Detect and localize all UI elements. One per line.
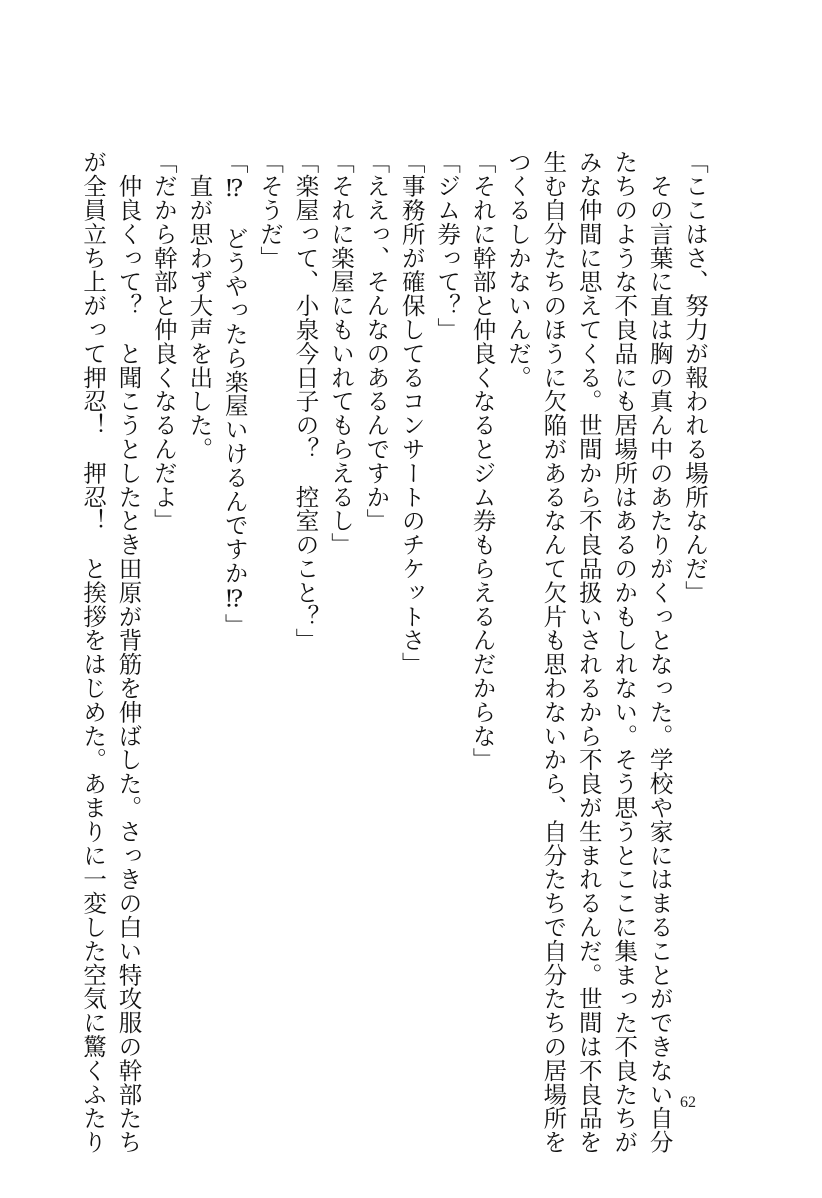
text-line-8: 「ジム券って？」 (433, 150, 462, 342)
text-line-11: 「それに楽屋にもいれてもらえるし」 (326, 150, 355, 557)
text-line-15: 直が思わず大声を出した。 (185, 150, 214, 461)
text-line-9: 「事務所が確保してるコンサートのチケットさ」 (397, 150, 426, 676)
text-line-16: 「だから幹部と仲良くなるんだよ」 (149, 150, 178, 533)
text-line-4: みな仲間に思えてくる。世間から不良品扱いされるから不良が生まれるんだ。世間は不良品を (574, 150, 603, 1154)
text-line-7: 「それに幹部と仲良くなるとジム券もらえるんだからな」 (468, 150, 497, 772)
text-line-6: つくるしかないんだ。 (503, 150, 532, 389)
text-line-1: 「ここはさ、努力が報われる場所なんだ」 (681, 150, 709, 605)
text-line-5: 生む自分たちのほうに欠陥があるなんて欠片も思わないから、自分たちで自分たちの居場所を (539, 150, 568, 1154)
text-line-17: 仲良くって？ と聞こうとしたとき田原が背筋を伸ばした。さっきの白い特攻服の幹部たち (114, 150, 143, 1154)
text-line-10: 「ええっ、そんなのあるんですか」 (362, 150, 391, 533)
text-line-18: が全員立ち上がって押忍！ 押忍！ と挨拶をはじめた。あまりに一変した空気に驚くふたり (79, 150, 108, 1154)
text-line-3: たちのような不良品にも居場所はあるのかもしれない。そう思うとここに集まった不良たちが (610, 150, 639, 1154)
text-line-2: その言葉に直は胸の真ん中のあたりがくっとなった。学校や家にはまることができない自分 (645, 150, 674, 1154)
page-number: 62 (680, 1094, 696, 1111)
text-line-12: 「楽屋って、小泉今日子の？ 控室のこと？」 (291, 150, 320, 652)
text-line-14: 「⁉ どうやったら楽屋いけるんですか⁉」 (220, 150, 249, 637)
text-line-13: 「そうだ」 (256, 150, 285, 270)
